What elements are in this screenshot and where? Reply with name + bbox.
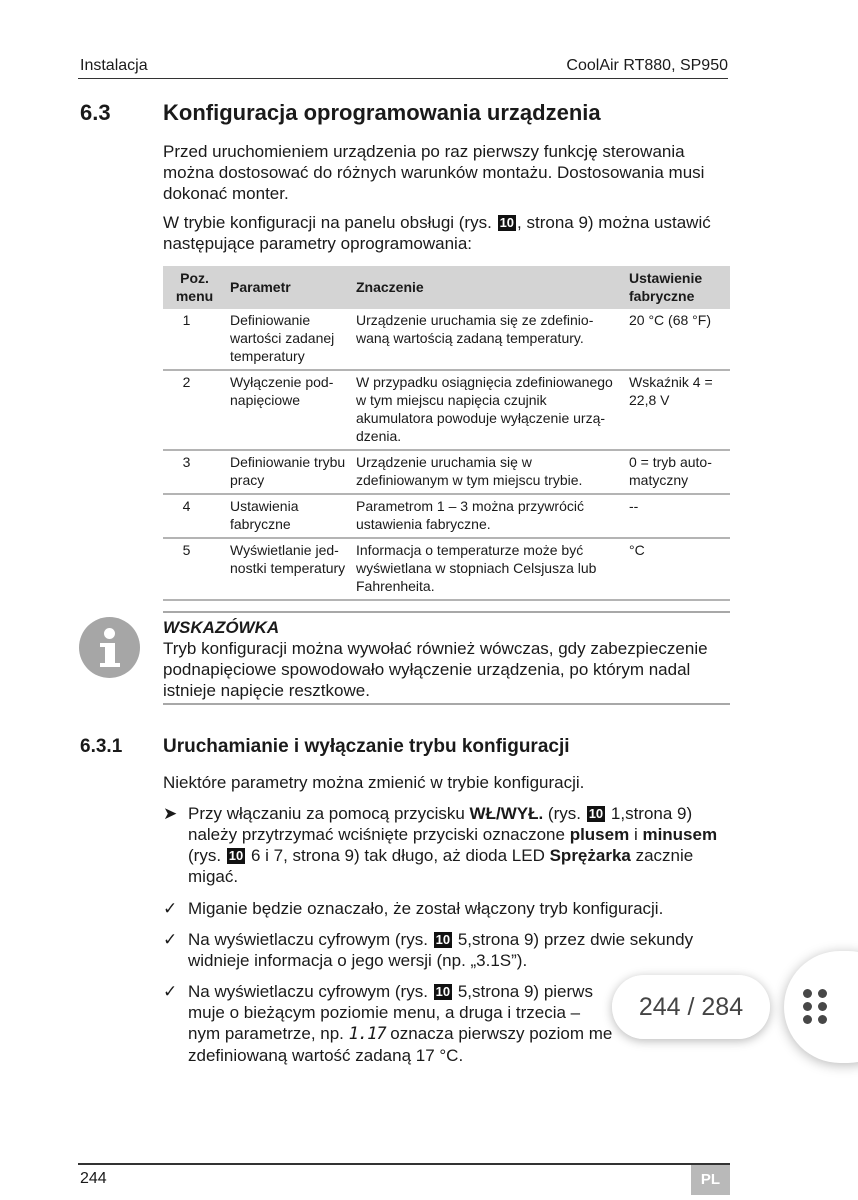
step-text-part: Na wyświetlaczu cyfrowym (rys.: [188, 930, 433, 949]
figure-ref[interactable]: 10: [499, 215, 515, 230]
parameters-table: [163, 266, 730, 601]
arrow-icon: ➤: [163, 804, 178, 823]
language-badge: PL: [691, 1165, 730, 1195]
subsection-number: 6.3.1: [80, 736, 123, 757]
cell-param: Definiowanie wartości zadanej temperatury: [230, 312, 335, 364]
viewer-menu-button[interactable]: [784, 951, 858, 1063]
cell-factory: --: [629, 498, 639, 514]
step-text-part: zacznie migać.: [188, 846, 694, 886]
section-title: Konfiguracja oprogramowania urządzenia: [163, 100, 601, 125]
cell-meaning: Informacja o temperaturze może być wyświetlana w stopniach Celsjusza lub Fahrenheita.: [356, 542, 597, 594]
section-intro: Przed uruchomieniem urządzenia po raz pierwszy funkcję sterowania można dostosować do różnych warunków montażu. Dostosowania musi dokonać monter.: [163, 142, 705, 203]
section-lead: [163, 212, 733, 254]
step-text: [188, 803, 733, 887]
step-text-part: Przy włączaniu za pomocą przycisku: [188, 804, 470, 823]
col-header-pos: Poz. menu: [175, 270, 214, 304]
cell-pos: 5: [182, 542, 191, 558]
cell-param: Wyłączenie podnapięciowe: [230, 374, 334, 408]
cell-pos: 3: [182, 454, 191, 470]
page-counter: 244 / 284: [612, 975, 770, 1039]
table-row: [163, 538, 730, 600]
step-text-part: muje o bieżącym poziomie menu, a druga i trzecia –: [188, 1003, 581, 1022]
cell-param: Wyświetlanie jednostki temperatury: [230, 542, 346, 576]
result-step: [163, 929, 733, 971]
col-header-param: Parametr: [230, 279, 291, 295]
step-text-part: (rys.: [188, 846, 226, 865]
table-row: [163, 370, 730, 450]
step-text-part: nym parametrze, np.: [188, 1024, 349, 1043]
result-step: [163, 898, 733, 919]
page-number: 244: [80, 1170, 107, 1187]
section-number: 6.3: [80, 100, 111, 125]
step-text-bold: WŁ/WYŁ.: [469, 804, 544, 823]
step-text-bold: plusem: [569, 825, 630, 844]
checkmark-icon: ✓: [163, 982, 178, 1001]
table-row: [163, 450, 730, 494]
cell-factory: 0 = tryb automatyczny: [629, 454, 712, 488]
step-text-part: (rys.: [543, 804, 586, 823]
step-text-part: zdefiniowaną wartość zadaną 17 °C.: [188, 1046, 464, 1065]
table-row: [163, 309, 730, 370]
step-text-part: 6 i 7, strona 9) tak długo, aż dioda LED: [246, 846, 550, 865]
cell-param: Ustawienia fabryczne: [230, 498, 299, 532]
note-title: WSKAZÓWKA: [163, 618, 280, 637]
step-text-bold: Sprężarka: [549, 846, 631, 865]
cell-factory: °C: [629, 542, 645, 558]
cell-meaning: Urządzenie uruchamia się ze zdefiniowaną wartością zadaną temperatury.: [356, 312, 594, 346]
page-header: [78, 57, 728, 79]
note-text: Tryb konfiguracji można wywołać również wówczas, gdy zabezpieczenie podnapięciowe spowodowało wyłączenie urządzenia, po którym nadal istnieje napięcie resztkowe.: [163, 639, 708, 700]
header-product: CoolAir RT880, SP950: [566, 57, 728, 74]
subsection-intro: Niektóre parametry można zmienić w trybie konfiguracji.: [163, 773, 585, 792]
note-divider-top: [163, 611, 730, 613]
cell-meaning: Parametrom 1 – 3 można przywrócić ustawienia fabryczne.: [356, 498, 584, 532]
subsection-title: Uruchamianie i wyłączanie trybu konfiguracji: [163, 736, 570, 757]
figure-ref[interactable]: 10: [588, 806, 604, 821]
header-chapter: Instalacja: [80, 57, 148, 74]
footer-divider: [78, 1163, 730, 1165]
col-header-meaning: Znaczenie: [356, 279, 424, 295]
cell-pos: 4: [182, 498, 191, 514]
lead-text: , strona 9) można ustawić następujące parametry oprogramowania:: [163, 213, 711, 253]
step-text: [188, 929, 733, 971]
checkmark-icon: ✓: [163, 899, 178, 918]
step-text-bold: minusem: [642, 825, 718, 844]
step-text-part: 1,strona 9) należy przytrzymać wciśnięte przyciski oznaczone: [188, 804, 693, 844]
cell-meaning: W przypadku osiągnięcia zdefiniowanego w tym miejscu napięcia czujnik akumulatora powoduje wyłączenie urządzenia.: [356, 374, 613, 444]
step-text-part: i: [629, 825, 643, 844]
cell-pos: 2: [182, 374, 191, 390]
action-step: [163, 803, 733, 887]
figure-ref[interactable]: 10: [228, 848, 244, 863]
table-row: [163, 494, 730, 538]
cell-meaning: Urządzenie uruchamia się w zdefiniowanym w tym miejscu trybie.: [356, 454, 583, 488]
cell-factory: 20 °C (68 °F): [629, 312, 711, 328]
cell-param: Definiowanie trybu pracy: [230, 454, 346, 488]
table-header-row: [163, 266, 730, 309]
col-header-factory: Ustawienie fabryczne: [629, 270, 703, 304]
step-text-part: 5,strona 9) przez dwie sekundy widnieje informacja o jego wersji (np. „3.1S”).: [188, 930, 694, 970]
step-text: Miganie będzie oznaczało, że został włączony tryb konfiguracji.: [188, 899, 664, 918]
lead-text: W trybie konfiguracji na panelu obsługi (rys.: [163, 213, 492, 232]
cell-factory: Wskaźnik 4 = 22,8 V: [629, 374, 713, 408]
step-text-part: 5,strona 9) pierws: [453, 982, 593, 1001]
lcd-readout: 1.17: [348, 1024, 386, 1044]
step-text-part: Na wyświetlaczu cyfrowym (rys.: [188, 982, 433, 1001]
note-divider-bottom: [163, 703, 730, 705]
figure-ref[interactable]: 10: [435, 984, 451, 999]
cell-pos: 1: [182, 312, 191, 328]
figure-ref[interactable]: 10: [435, 932, 451, 947]
info-icon: [79, 617, 140, 678]
step-text-part: oznacza pierwszy poziom me: [385, 1024, 613, 1043]
checkmark-icon: ✓: [163, 930, 178, 949]
